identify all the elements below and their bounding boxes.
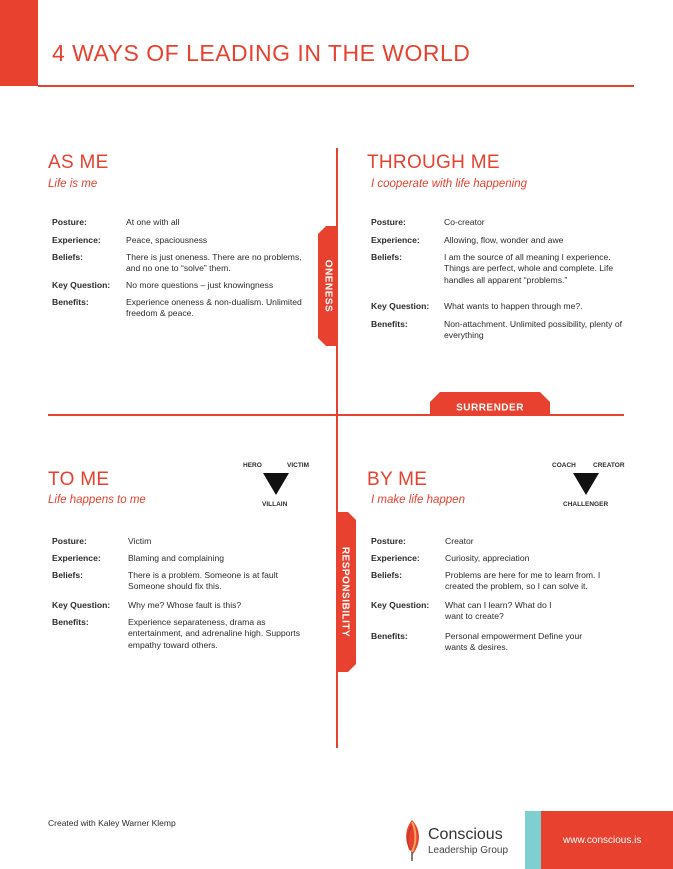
by-me-row-beliefs: Beliefs: Problems are here for me to learn from. I created the problem, so I can solve it. <box>371 570 601 592</box>
by-me-row-benefits: Benefits: Personal empowerment Define your wants & desires. <box>371 631 583 653</box>
as-me-details <box>52 217 312 320</box>
by-me-triangle-bottom-label: CHALLENGER <box>563 501 609 508</box>
responsibility-label: RESPONSIBILITY <box>339 546 351 638</box>
by-me-row-key-question: Key Question: What can I learn? What do I want to create? <box>371 600 552 622</box>
to-me-triangle-right-label: VICTIM <box>287 462 310 469</box>
as-me-row-benefits: Benefits: Experience oneness & non-dualism. Unlimited freedom & peace. <box>52 297 302 319</box>
by-me-row-experience: Experience: Curiosity, appreciation <box>371 553 530 563</box>
footer-teal-bar <box>525 811 541 869</box>
page-title: 4 WAYS OF LEADING IN THE WORLD <box>52 40 471 66</box>
as-me-row-posture: Posture: At one with all <box>52 217 180 227</box>
to-me-triangle-bottom-label: VILLAIN <box>262 501 288 508</box>
by-me-details <box>371 536 631 654</box>
to-me-row-experience: Experience: Blaming and complaining <box>52 553 225 563</box>
by-me-subtitle: I make life happen <box>371 494 465 506</box>
logo-name: Conscious <box>428 826 503 843</box>
website-link[interactable]: www.conscious.is <box>563 835 642 846</box>
to-me-row-posture: Posture: Victim <box>52 536 152 546</box>
by-me-triangle-right-label: CREATOR <box>593 462 625 469</box>
by-me-title: BY ME <box>367 469 428 490</box>
through-me-row-beliefs: Beliefs: I am the source of all meaning I experience. Things are perfect, whole and complete. Life handles all apparent “problems.” <box>371 252 614 285</box>
by-me-triangle-left-label: COACH <box>552 462 576 469</box>
to-me-details <box>52 536 314 651</box>
through-me-details <box>371 217 627 342</box>
as-me-subtitle: Life is me <box>48 178 98 190</box>
header-accent-bar <box>0 0 38 86</box>
header-rule <box>38 85 634 87</box>
through-me-row-posture: Posture: Co-creator <box>371 217 485 227</box>
as-me-row-beliefs: Beliefs: There is just oneness. There are no problems, and no one to “solve” them. <box>52 252 302 274</box>
horizontal-axis <box>48 414 624 416</box>
footer-credit: Created with Kaley Warner Klemp <box>48 818 176 828</box>
to-me-row-key-question: Key Question: Why me? Whose fault is this? <box>52 600 242 610</box>
surrender-label: SURRENDER <box>456 402 524 414</box>
to-me-subtitle: Life happens to me <box>48 494 146 506</box>
as-me-title: AS ME <box>48 152 109 173</box>
logo-subtitle: Leadership Group <box>428 845 509 856</box>
feather-logo-icon <box>400 818 424 862</box>
drama-triangle-icon <box>263 473 289 495</box>
to-me-title: TO ME <box>48 469 110 490</box>
as-me-row-experience: Experience: Peace, spaciousness <box>52 235 208 245</box>
by-me-row-posture: Posture: Creator <box>371 536 474 546</box>
as-me-row-key-question: Key Question: No more questions – just knowingness <box>52 280 274 290</box>
through-me-row-benefits: Benefits: Non-attachment. Unlimited possibility, plenty of everything <box>371 319 623 341</box>
through-me-subtitle: I cooperate with life happening <box>371 178 527 190</box>
oneness-label: ONENESS <box>322 259 334 313</box>
empowerment-triangle-icon <box>573 473 599 495</box>
to-me-triangle-left-label: HERO <box>243 462 262 469</box>
through-me-row-experience: Experience: Allowing, flow, wonder and awe <box>371 235 564 245</box>
to-me-row-beliefs: Beliefs: There is a problem. Someone is at fault Someone should fix this. <box>52 570 278 592</box>
through-me-title: THROUGH ME <box>367 152 500 173</box>
to-me-row-benefits: Benefits: Experience separateness, drama as entertainment, and adrenaline high. Supports empathy toward others. <box>52 617 300 650</box>
through-me-row-key-question: Key Question: What wants to happen through me?. <box>371 301 583 311</box>
